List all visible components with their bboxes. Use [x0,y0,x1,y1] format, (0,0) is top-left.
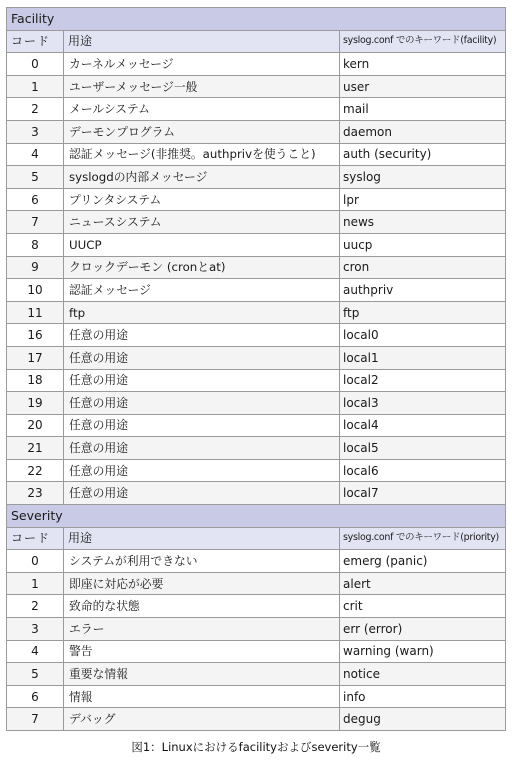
keyword-cell: news [340,211,506,234]
table-row [7,482,506,505]
table-row [7,369,506,392]
use-cell: 任意の用途 [64,459,340,482]
severity-section-label: Severity [7,505,506,528]
table-row [7,550,506,573]
table-row [7,166,506,189]
table-row [7,346,506,369]
keyword-cell: local2 [340,369,506,392]
table-row [7,685,506,708]
facility-section-label: Facility [7,8,506,31]
code-cell: 4 [7,143,64,166]
table-row [7,459,506,482]
code-cell: 7 [7,708,64,731]
code-cell: 22 [7,459,64,482]
keyword-cell: uucp [340,233,506,256]
code-cell: 18 [7,369,64,392]
keyword-cell: warning (warn) [340,640,506,663]
keyword-cell: user [340,75,506,98]
facility-header-row [7,30,506,53]
use-cell: ニュースシステム [64,211,340,234]
code-cell: 4 [7,640,64,663]
column-header-use: 用途 [64,527,340,550]
code-cell: 23 [7,482,64,505]
code-cell: 21 [7,437,64,460]
use-cell: デバッグ [64,708,340,731]
code-cell: 5 [7,166,64,189]
keyword-cell: kern [340,53,506,76]
table-row [7,324,506,347]
code-cell: 2 [7,595,64,618]
code-cell: 8 [7,233,64,256]
table-row [7,120,506,143]
column-header-use: 用途 [64,30,340,53]
code-cell: 19 [7,392,64,415]
code-cell: 2 [7,98,64,121]
keyword-cell: local7 [340,482,506,505]
column-header-code: コード [7,527,64,550]
code-cell: 3 [7,618,64,641]
figure-caption: 図1：Linuxにおけるfacilityおよびseverity一覧 [131,740,381,754]
code-cell: 1 [7,75,64,98]
use-cell: プリンタシステム [64,188,340,211]
severity-section-row [7,505,506,528]
keyword-cell: ftp [340,301,506,324]
use-cell: 即座に対応が必要 [64,572,340,595]
table-row [7,233,506,256]
table-row [7,256,506,279]
use-cell: クロックデーモン (cronとat) [64,256,340,279]
use-cell: 重要な情報 [64,663,340,686]
use-cell: 警告 [64,640,340,663]
keyword-cell: mail [340,98,506,121]
table-row [7,301,506,324]
keyword-cell: notice [340,663,506,686]
keyword-cell: local1 [340,346,506,369]
use-cell: 任意の用途 [64,324,340,347]
table-row [7,211,506,234]
keyword-cell: alert [340,572,506,595]
syslog-table-body [7,8,506,731]
table-row [7,640,506,663]
use-cell: 任意の用途 [64,482,340,505]
column-header-keyword: syslog.conf でのキーワード(priority) [340,527,506,550]
table-row [7,188,506,211]
table-row [7,708,506,731]
use-cell: 致命的な状態 [64,595,340,618]
table-row [7,437,506,460]
code-cell: 20 [7,414,64,437]
keyword-cell: syslog [340,166,506,189]
code-cell: 11 [7,301,64,324]
code-cell: 1 [7,572,64,595]
use-cell: 任意の用途 [64,369,340,392]
keyword-cell: local3 [340,392,506,415]
keyword-cell: crit [340,595,506,618]
use-cell: syslogdの内部メッセージ [64,166,340,189]
keyword-cell: local5 [340,437,506,460]
code-cell: 0 [7,53,64,76]
table-row [7,279,506,302]
use-cell: UUCP [64,233,340,256]
code-cell: 6 [7,188,64,211]
use-cell: 認証メッセージ [64,279,340,302]
code-cell: 7 [7,211,64,234]
code-cell: 17 [7,346,64,369]
use-cell: ユーザーメッセージ一般 [64,75,340,98]
table-row [7,392,506,415]
syslog-table-container [6,7,505,731]
table-row [7,143,506,166]
column-header-code: コード [7,30,64,53]
keyword-cell: degug [340,708,506,731]
use-cell: エラー [64,618,340,641]
use-cell: カーネルメッセージ [64,53,340,76]
code-cell: 3 [7,120,64,143]
keyword-cell: authpriv [340,279,506,302]
use-cell: 任意の用途 [64,346,340,369]
use-cell: 情報 [64,685,340,708]
keyword-cell: local4 [340,414,506,437]
code-cell: 10 [7,279,64,302]
use-cell: 任意の用途 [64,437,340,460]
use-cell: システムが利用できない [64,550,340,573]
use-cell: ftp [64,301,340,324]
code-cell: 5 [7,663,64,686]
keyword-cell: info [340,685,506,708]
keyword-cell: cron [340,256,506,279]
table-row [7,98,506,121]
table-row [7,53,506,76]
table-row [7,75,506,98]
syslog-table [6,7,506,731]
keyword-cell: daemon [340,120,506,143]
code-cell: 6 [7,685,64,708]
use-cell: 任意の用途 [64,392,340,415]
severity-header-row [7,527,506,550]
keyword-cell: err (error) [340,618,506,641]
use-cell: 任意の用途 [64,414,340,437]
keyword-cell: local0 [340,324,506,347]
code-cell: 16 [7,324,64,347]
keyword-cell: local6 [340,459,506,482]
use-cell: デーモンプログラム [64,120,340,143]
code-cell: 9 [7,256,64,279]
code-cell: 0 [7,550,64,573]
use-cell: 認証メッセージ(非推奨。authprivを使うこと) [64,143,340,166]
table-row [7,618,506,641]
keyword-cell: emerg (panic) [340,550,506,573]
facility-section-row [7,8,506,31]
table-row [7,572,506,595]
table-row [7,414,506,437]
keyword-cell: auth (security) [340,143,506,166]
column-header-keyword: syslog.conf でのキーワード(facility) [340,30,506,53]
table-row [7,595,506,618]
table-row [7,663,506,686]
use-cell: メールシステム [64,98,340,121]
keyword-cell: lpr [340,188,506,211]
